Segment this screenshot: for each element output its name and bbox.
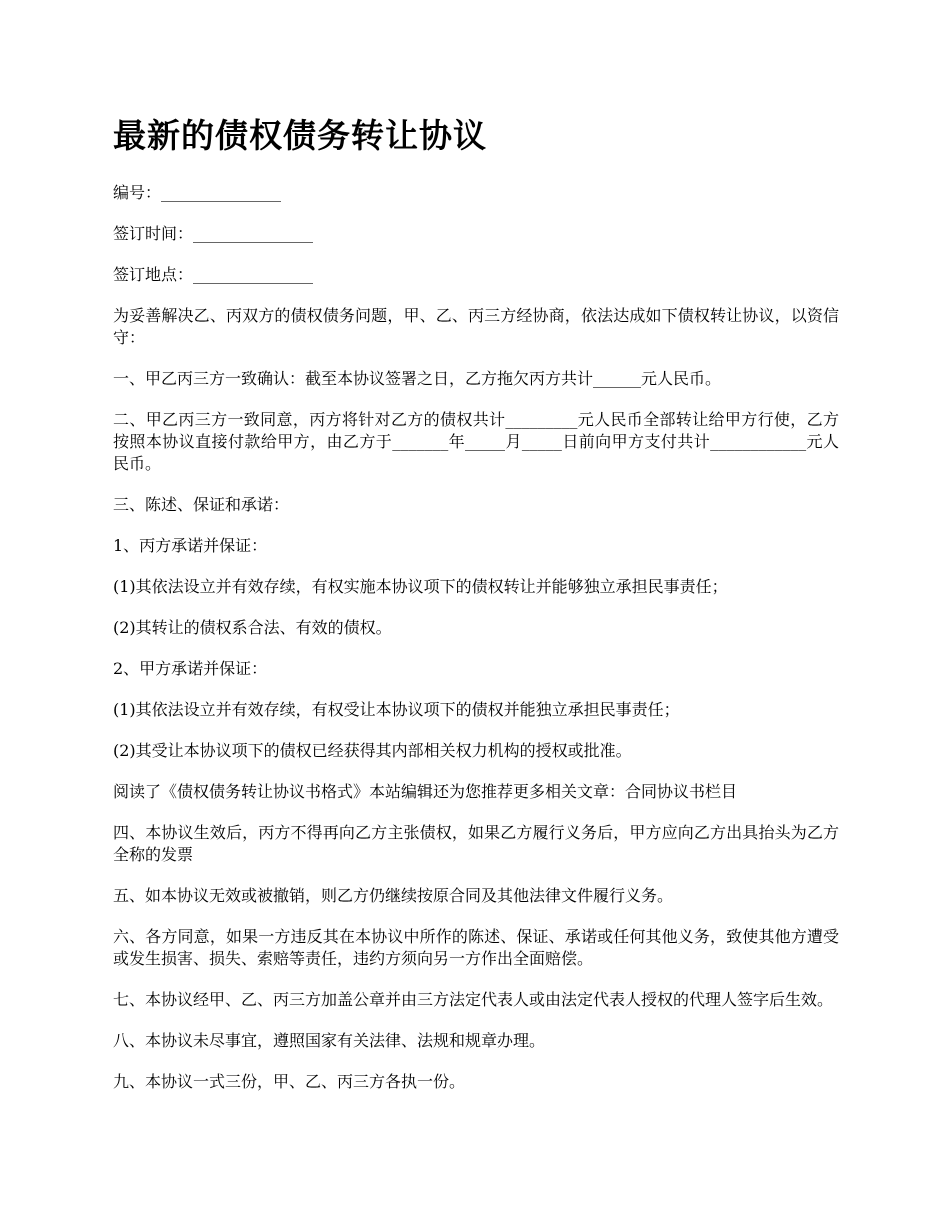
clause-9: 九、本协议一式三份，甲、乙、丙三方各执一份。: [113, 1072, 466, 1091]
clause-3-2-item-1: (1)其依法设立并有效存续，有权受让本协议项下的债权并能独立承担民事责任；: [113, 700, 680, 719]
clause-3-2-item-2: (2)其受让本协议项下的债权已经获得其内部相关权力机构的授权或批准。: [113, 741, 632, 760]
clause-4: 四、本协议生效后，丙方不得再向乙方主张债权，如果乙方履行义务后，甲方应向乙方出具抬头为乙方全称的发票: [113, 823, 839, 864]
clause-3-1-item-1: (1)其依法设立并有效存续，有权实施本协议项下的债权转让并能够独立承担民事责任；: [113, 577, 728, 596]
clause-8: 八、本协议未尽事宜，遵照国家有关法律、法规和规章办理。: [113, 1031, 546, 1050]
related-articles-note: 阅读了《债权债务转让协议书格式》本站编辑还为您推荐更多相关文章：合同协议书栏目: [113, 782, 738, 801]
document-title: 最新的债权债务转让协议: [113, 116, 487, 155]
clause-6: 六、各方同意，如果一方违反其在本协议中所作的陈述、保证、承诺或任何其他义务，致使其他方遭受或发生损害、损失、索赔等责任，违约方须向另一方作出全面赔偿。: [113, 927, 839, 968]
preamble-paragraph: 为妥善解决乙、丙双方的债权债务问题，甲、乙、丙三方经协商，依法达成如下债权转让协议，以资信守：: [113, 306, 839, 347]
clause-2: 二、甲乙丙三方一致同意，丙方将针对乙方的债权共计_________元人民币全部转让给甲方行使，乙方按照本协议直接付款给甲方，由乙方于_______年_____月_____日前向甲方支付共计____________元人民币。: [113, 410, 839, 473]
contract-number-line: 编号：_______________: [113, 183, 282, 202]
clause-3-2-heading: 2、甲方承诺并保证：: [113, 659, 268, 678]
signing-place-line: 签订地点：_______________: [113, 265, 314, 284]
clause-3-1-item-2: (2)其转让的债权系合法、有效的债权。: [113, 618, 392, 637]
clause-5: 五、如本协议无效或被撤销，则乙方仍继续按原合同及其他法律文件履行义务。: [113, 886, 674, 905]
clause-3-1-heading: 1、丙方承诺并保证：: [113, 536, 268, 555]
clause-1: 一、甲乙丙三方一致确认：截至本协议签署之日，乙方拖欠丙方共计______元人民币。: [113, 369, 722, 388]
clause-3-heading: 三、陈述、保证和承诺：: [113, 495, 290, 514]
document-page: [113, 112, 839, 1112]
signing-time-line: 签订时间：_______________: [113, 224, 314, 243]
clause-7: 七、本协议经甲、乙、丙三方加盖公章并由三方法定代表人或由法定代表人授权的代理人签字后生效。: [113, 990, 834, 1009]
